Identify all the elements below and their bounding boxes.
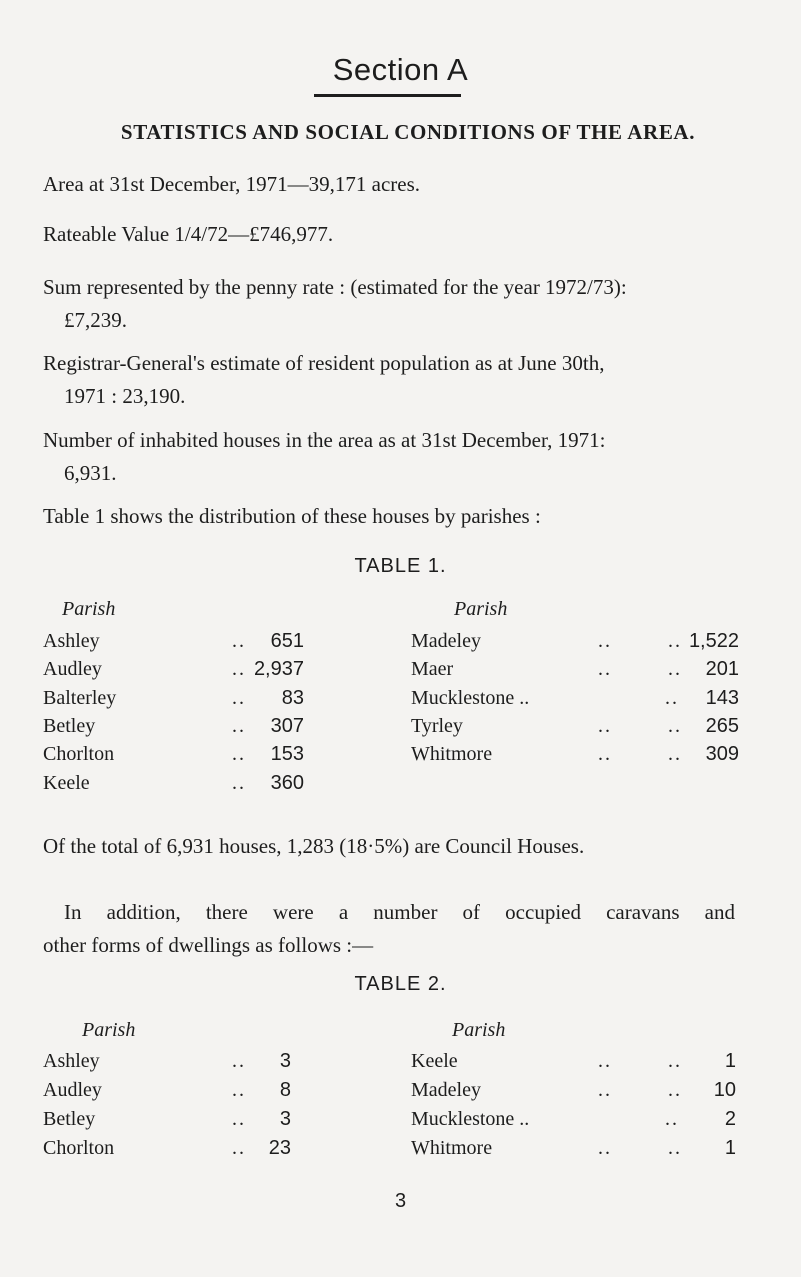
table1-left-leader-dots: .. xyxy=(232,630,246,652)
table1-left-value: 2,937 xyxy=(253,658,304,681)
table1-left-parish: Betley xyxy=(43,714,96,737)
table2-left-leader-dots: .. xyxy=(232,1050,246,1072)
rateable-value-paragraph: Rateable Value 1/4/72—£746,977. xyxy=(43,222,334,246)
table1-right-parish: Tyrley xyxy=(411,714,463,737)
table1-left-value: 153 xyxy=(270,743,304,766)
table1-left-parish: Chorlton xyxy=(43,743,115,766)
table2-left-leader-dots: .. xyxy=(232,1108,246,1130)
page-heading: STATISTICS AND SOCIAL CONDITIONS OF THE AREA. xyxy=(120,120,696,144)
table1-left-parish: Balterley xyxy=(43,686,117,709)
table2-right-leader-dots: .. .. xyxy=(598,1050,682,1072)
houses-line2: 6,931. xyxy=(64,461,117,485)
table1-right-parish: Mucklestone .. xyxy=(411,686,530,709)
table1-left-leader-dots: .. xyxy=(232,714,246,737)
table2-right-leader-dots: .. .. xyxy=(598,1137,682,1159)
table1-left-parish: Audley xyxy=(43,658,102,681)
table1-right-leader-dots: .. .. xyxy=(598,743,682,766)
table2-right-leader-dots: .. .. xyxy=(598,1079,682,1101)
table2-right-parish: Keele xyxy=(411,1050,458,1072)
table1-right-leader-dots: .. xyxy=(665,686,679,709)
area-paragraph: Area at 31st December, 1971—39,171 acres. xyxy=(43,172,421,196)
table1-right-leader-dots: .. .. xyxy=(598,714,682,737)
table2-left-value: 3 xyxy=(279,1108,291,1130)
table1-left-value: 360 xyxy=(270,771,304,794)
table2-left-parish: Chorlton xyxy=(43,1137,115,1159)
page-number: 3 xyxy=(394,1190,407,1212)
houses-line1: Number of inhabited houses in the area as at 31st December, 1971: xyxy=(43,428,606,452)
table2-left-value: 8 xyxy=(279,1079,291,1101)
table1-right-header: Parish xyxy=(454,598,508,620)
population-paragraph xyxy=(43,347,763,413)
penny-rate-paragraph xyxy=(43,271,763,337)
table2-left-value: 23 xyxy=(268,1137,291,1159)
caravans-line1: In addition, there were a number of occupied caravans and xyxy=(64,900,735,924)
table1-right-value: 143 xyxy=(705,686,739,709)
table2-left-parish: Betley xyxy=(43,1108,96,1130)
table1-intro: Table 1 shows the distribution of these houses by parishes : xyxy=(43,504,541,528)
population-line1: Registrar-General's estimate of resident population as at June 30th, xyxy=(43,351,605,375)
table1-right-parish: Madeley xyxy=(411,630,481,652)
table2-right-value: 10 xyxy=(713,1079,736,1101)
table2-right-leader-dots: .. xyxy=(665,1108,679,1130)
table1-left-parish: Ashley xyxy=(43,630,100,652)
table1-left-header: Parish xyxy=(62,598,116,620)
table2-right-parish: Madeley xyxy=(411,1079,481,1101)
table1-right-value: 265 xyxy=(705,714,739,737)
table1-right-value: 1,522 xyxy=(688,630,739,652)
table2-left-header: Parish xyxy=(82,1019,136,1041)
table1-left-leader-dots: .. xyxy=(232,658,246,681)
penny-rate-line1: Sum represented by the penny rate : (estimated for the year 1972/73): xyxy=(43,275,627,299)
table1-right-parish: Whitmore xyxy=(411,743,493,766)
table1-right-leader-dots: .. .. xyxy=(598,630,682,652)
table2-left-leader-dots: .. xyxy=(232,1079,246,1101)
table1-right-parish: Maer xyxy=(411,658,454,681)
table2-right-header: Parish xyxy=(452,1019,506,1041)
table2-right-parish: Whitmore xyxy=(411,1137,493,1159)
table2-left-parish: Audley xyxy=(43,1079,102,1101)
table2-right-parish: Mucklestone .. xyxy=(411,1108,530,1130)
caravans-line2: other forms of dwellings as follows :— xyxy=(43,933,374,957)
population-line2: 1971 : 23,190. xyxy=(64,384,186,408)
caravans-paragraph xyxy=(43,896,735,962)
section-title-underline xyxy=(314,94,461,97)
table1-right-value: 309 xyxy=(705,743,739,766)
table1-left-value: 651 xyxy=(270,630,304,652)
table1-left-value: 83 xyxy=(281,686,304,709)
table1-right-leader-dots: .. .. xyxy=(598,658,682,681)
table2-right-value: 1 xyxy=(724,1137,736,1159)
penny-rate-line2: £7,239. xyxy=(64,308,127,332)
table2-title: TABLE 2. xyxy=(354,973,447,995)
table1-left-leader-dots: .. xyxy=(232,686,246,709)
table2-left-parish: Ashley xyxy=(43,1050,100,1072)
table1-title: TABLE 1. xyxy=(354,555,447,577)
table1-left-leader-dots: .. xyxy=(232,771,246,794)
table2-right-value: 2 xyxy=(724,1108,736,1130)
table2-left-leader-dots: .. xyxy=(232,1137,246,1159)
houses-paragraph xyxy=(43,424,763,490)
council-houses-paragraph: Of the total of 6,931 houses, 1,283 (18·5%) are Council Houses. xyxy=(43,834,585,858)
table1-right-value: 201 xyxy=(705,658,739,681)
table1-left-value: 307 xyxy=(270,714,304,737)
table2-right-value: 1 xyxy=(724,1050,736,1072)
section-title: Section A xyxy=(332,52,469,87)
table1-left-parish: Keele xyxy=(43,771,90,794)
table1-left-leader-dots: .. xyxy=(232,743,246,766)
table2-left-value: 3 xyxy=(279,1050,291,1072)
